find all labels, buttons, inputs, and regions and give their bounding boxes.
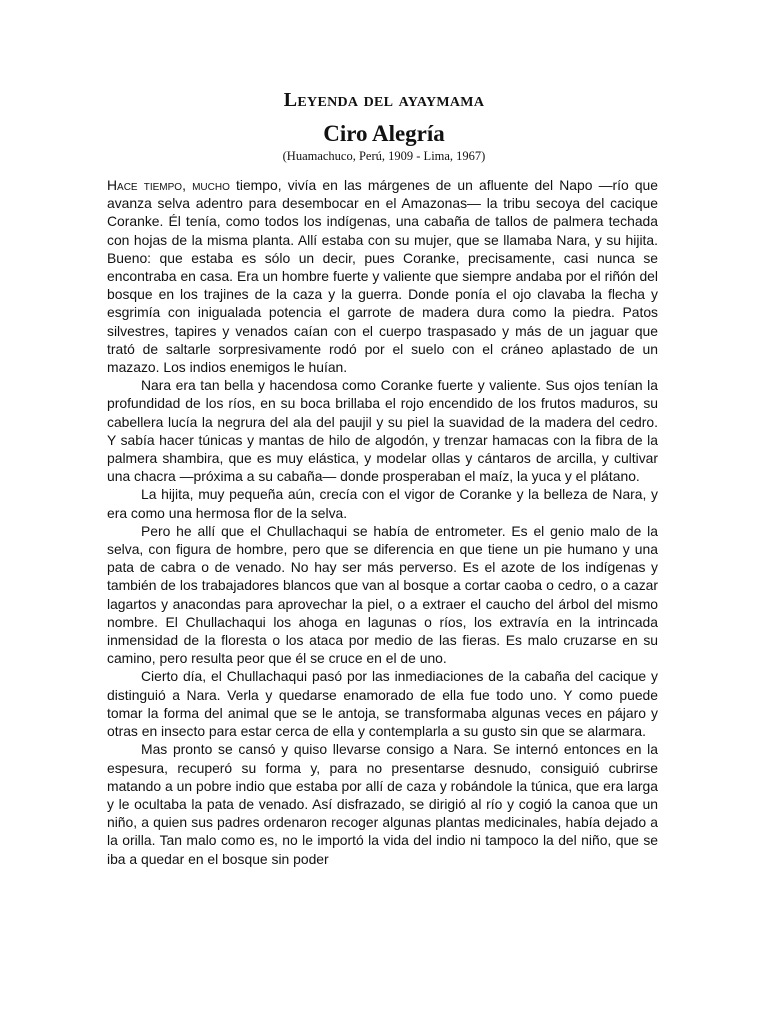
opening-words: Hace tiempo, mucho bbox=[107, 177, 230, 193]
paragraph-3: La hijita, muy pequeña aún, crecía con el vigor de Coranke y la belleza de Nara, y era como una hermosa flor de la selva. bbox=[107, 486, 658, 521]
paragraph-6: Mas pronto se cansó y quiso llevarse consigo a Nara. Se internó entonces en la espesura, recuperó su forma y, para no presentarse desnudo, consiguió cubrirse matando a un pobre indio que estaba por allí de caza y robándole la túnica, que era larga y le ocultaba la pata de venado. Así disfrazado, se dirigió al río y cogió la canoa que un niño, a quien sus padres ordenaron recoger algunas plantas medicinales, había dejado a la orilla. Tan malo como es, no le importó la vida del indio ni tampoco la del niño, que se iba a quedar en el bosque sin poder bbox=[107, 741, 658, 867]
paragraph-2: Nara era tan bella y hacendosa como Coranke fuerte y valiente. Sus ojos tenían la profundidad de los ríos, en su boca brillaba el rojo encendido de los frutos maduros, su cabellera lucía la negrura del ala del paujil y su piel la suavidad de la madera del cedro. Y sabía hacer túnicas y mantas de hilo de algodón, y trenzar hamacas con la fibra de la palmera shambira, que es muy elástica, y modelar ollas y cántaros de arcilla, y cultivar una chacra —próxima a su cabaña— donde prosperaban el maíz, la yuca y el plátano. bbox=[107, 377, 658, 485]
paragraph-1 bbox=[107, 176, 658, 376]
author-dates: (Huamachuco, Perú, 1909 - Lima, 1967) bbox=[282, 149, 486, 163]
document-title: Leyenda del ayaymama bbox=[283, 89, 485, 111]
story-body bbox=[107, 176, 658, 868]
paragraph-4: Pero he allí que el Chullachaqui se había de entrometer. Es el genio malo de la selva, con figura de hombre, pero que se diferencia en que tiene un pie humano y una pata de cabra o de venado. No hay ser más perverso. Es el azote de los indígenas y también de los trabajadores blancos que van al bosque a cortar caoba o cedro, o a cazar lagartos y anacondas para aprovechar la piel, o a extraer el caucho del árbol del mismo nombre. El Chullachaqui los ahoga en lagunas o ríos, los extravía en la intrincada inmensidad de la floresta o los ataca por medio de las fieras. Es malo cruzarse en su camino, pero resulta peor que él se cruce en el de uno. bbox=[107, 522, 658, 667]
paragraph-5: Cierto día, el Chullachaqui pasó por las inmediaciones de la cabaña del cacique y distinguió a Nara. Verla y quedarse enamorado de ella fue todo uno. Y como puede tomar la forma del animal que se le antoja, se transformaba algunas veces en pájaro y otras en insecto para estar cerca de ella y contemplarla a su gusto sin que se alarmara. bbox=[107, 668, 658, 740]
paragraph-1-text: tiempo, vivía en las márgenes de un afluente del Napo —río que avanza selva adentro para desembocar en el Amazonas— la tribu secoya del cacique Coranke. Él tenía, como todos los indígenas, una cabaña de tallos de palmera techada con hojas de la misma planta. Allí estaba con su mujer, que se llamaba Nara, y su hijita. Bueno: que estaba es sólo un decir, pues Coranke, precisamente, casi nunca se encontraba en casa. Era un hombre fuerte y valiente que siempre andaba por el riñón del bosque en los trajines de la caza y la guerra. Donde ponía el ojo clavaba la flecha y esgrimía con inigualada potencia el garrote de madera dura como la piedra. Patos silvestres, tapires y venados caían con el cuerpo traspasado y más de un jaguar que trató de saltarle sorpresivamente rodó por el suelo con el cráneo aplastado de un mazazo. Los indios enemigos le huían. bbox=[107, 177, 659, 376]
author-name: Ciro Alegría bbox=[323, 121, 445, 146]
